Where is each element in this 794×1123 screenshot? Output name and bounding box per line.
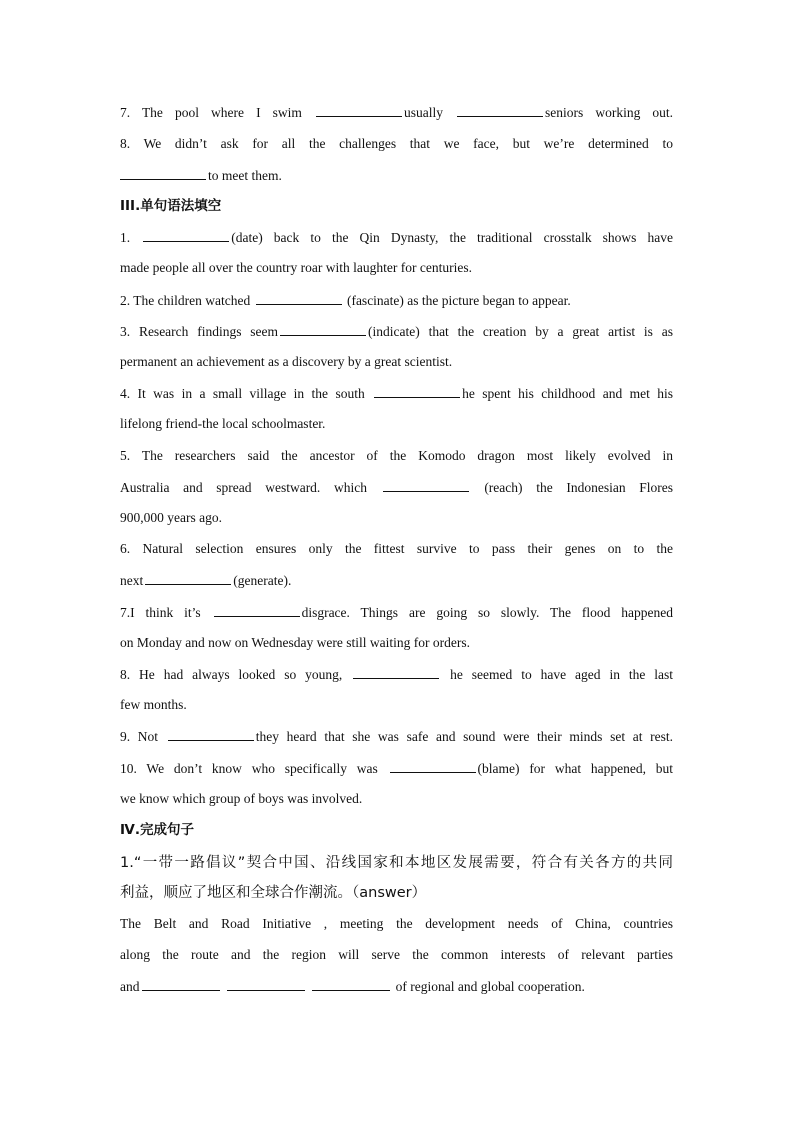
answer-blank[interactable] <box>353 664 439 679</box>
answer-blank[interactable] <box>145 570 231 585</box>
question-1: 1. (date) back to the Qin Dynasty, the traditional crosstalk shows have <box>120 227 673 248</box>
answer-blank[interactable] <box>143 227 229 242</box>
question-2: 2. The children watched (fascinate) as the picture began to appear. <box>120 290 673 311</box>
question-1-line2: made people all over the country roar with laughter for centuries. <box>120 260 472 275</box>
question-5-line2: Australia and spread westward. which (reach) the Indonesian Flores <box>120 477 673 498</box>
question-3: 3. Research findings seem (indicate) that the creation by a great artist is as <box>120 321 673 342</box>
answer-blank[interactable] <box>280 321 366 336</box>
sentence-7: 7. The pool where I swim usually seniors working out. <box>120 102 673 123</box>
answer-blank[interactable] <box>312 976 390 991</box>
chinese-prompt-line1: 1.“一带一路倡议”契合中国、沿线国家和本地区发展需要，符合有关各方的共同 <box>120 855 673 871</box>
answer-blank[interactable] <box>168 726 254 741</box>
answer-blank[interactable] <box>142 976 220 991</box>
question-4-line2: lifelong friend-the local schoolmaster. <box>120 416 326 431</box>
answer-blank[interactable] <box>374 383 460 398</box>
answer-blank[interactable] <box>256 290 342 305</box>
answer-blank[interactable] <box>214 602 300 617</box>
question-8-line2: few months. <box>120 697 187 712</box>
translation-line2: along the route and the region will serve the common interests of relevant parties <box>120 947 673 962</box>
question-5-line3: 900,000 years ago. <box>120 510 222 525</box>
answer-blank[interactable] <box>383 477 469 492</box>
sentence-8-line2: to meet them. <box>120 165 673 186</box>
translation-line3: and of regional and global cooperation. <box>120 976 673 997</box>
answer-blank[interactable] <box>120 165 206 180</box>
question-10-line2: we know which group of boys was involved. <box>120 791 363 806</box>
answer-blank[interactable] <box>390 758 476 773</box>
question-4: 4. It was in a small village in the south he spent his childhood and met his <box>120 383 673 404</box>
question-5: 5. The researchers said the ancestor of the Komodo dragon most likely evolved in <box>120 448 673 463</box>
answer-blank[interactable] <box>227 976 305 991</box>
answer-blank[interactable] <box>316 102 402 117</box>
question-7-line2: on Monday and now on Wednesday were still waiting for orders. <box>120 635 470 650</box>
question-6-line2: next (generate). <box>120 570 673 591</box>
question-6: 6. Natural selection ensures only the fittest survive to pass their genes on to the <box>120 541 673 556</box>
translation-line1: The Belt and Road Initiative , meeting the development needs of China, countries <box>120 916 673 931</box>
section-heading: III.单句语法填空 <box>120 198 222 214</box>
section-heading: Ⅳ.完成句子 <box>120 822 194 838</box>
question-9: 9. Not they heard that she was safe and sound were their minds set at rest. <box>120 726 673 747</box>
chinese-prompt-line2: 利益，顺应了地区和全球合作潮流。（answer） <box>120 885 427 901</box>
answer-blank[interactable] <box>457 102 543 117</box>
question-7: 7.I think it’s disgrace. Things are going so slowly. The flood happened <box>120 602 673 623</box>
question-3-line2: permanent an achievement as a discovery by a great scientist. <box>120 354 453 369</box>
sentence-8-line1: 8. We didn’t ask for all the challenges that we face, but we’re determined to <box>120 136 673 151</box>
question-8: 8. He had always looked so young, he seemed to have aged in the last <box>120 664 673 685</box>
question-10: 10. We don’t know who specifically was (blame) for what happened, but <box>120 758 673 779</box>
